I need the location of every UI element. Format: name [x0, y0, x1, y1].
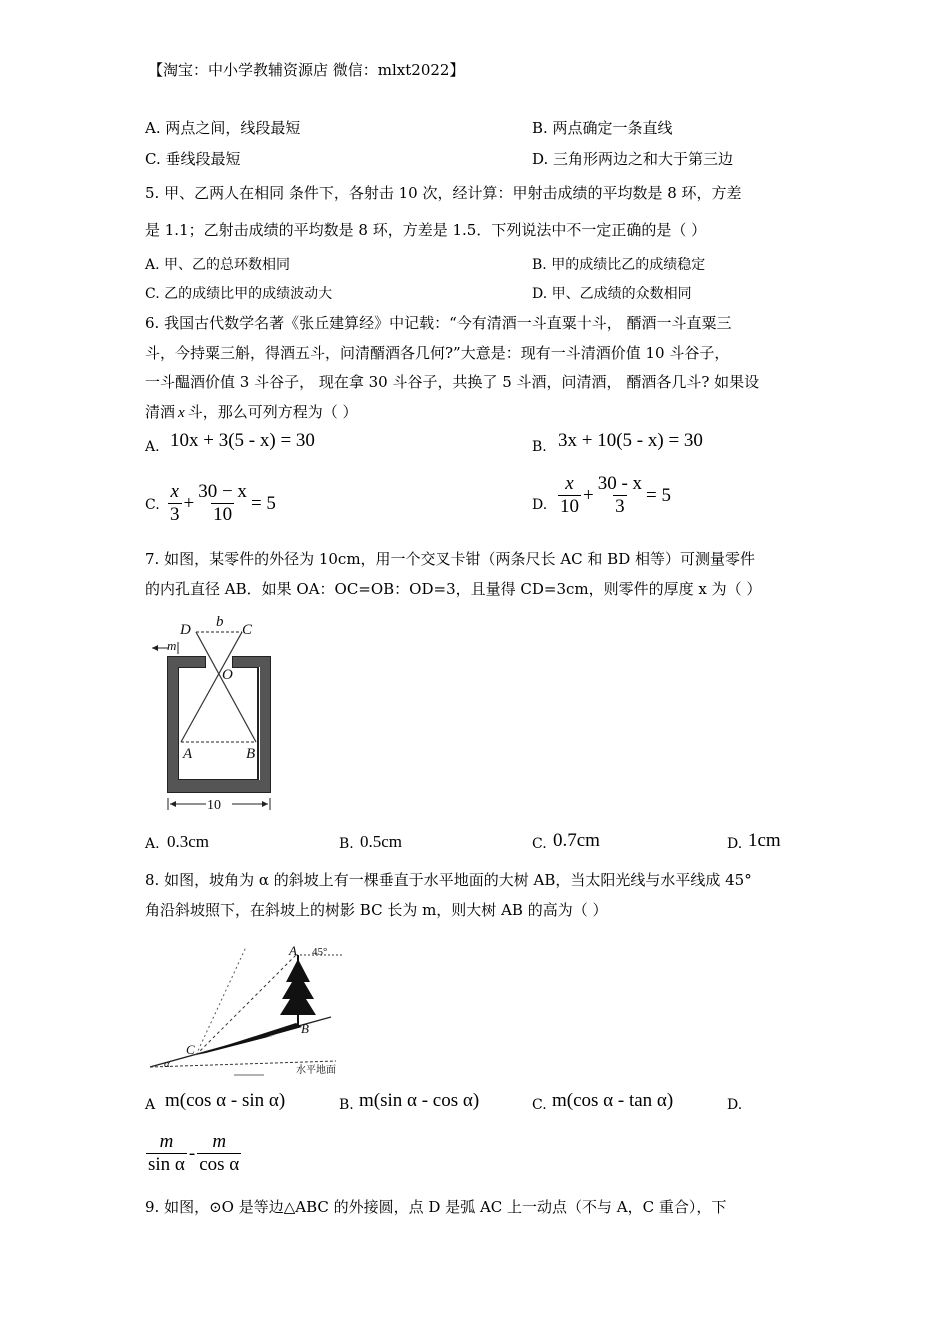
q8-option-c-label: C. — [532, 1097, 547, 1113]
fraction: $\frac{30 - x}{3}$ — [597, 473, 643, 517]
q7-option-d-value: 1cm — [748, 830, 781, 851]
label-alpha: α — [164, 1058, 170, 1070]
fraction: $\frac{m}{\text{sin α}}$ — [148, 1131, 185, 1175]
m-arrow-head — [152, 645, 158, 651]
q8-option-b-label: B. — [339, 1097, 354, 1113]
q8-option-d-label: D. — [727, 1097, 743, 1113]
caliper-figure — [148, 612, 278, 817]
part-outline — [168, 657, 270, 792]
slope-tree-figure — [146, 937, 346, 1082]
q8-option-d-expression: $\frac{m}{\text{sin α}}$ - $\frac{m}{\text{cos α}}$ — [148, 1131, 240, 1175]
q6-option-b-equation: 3x + 10(5 - x) = 30 — [558, 430, 703, 451]
q6-line4-suffix: 斗，那么可列方程为（ ） — [187, 403, 358, 421]
part-top-right — [233, 657, 270, 667]
label-a: A — [183, 746, 193, 762]
q6-option-c-equation: $\frac{x}{3}$ + $\frac{30 - x}{10}$ = 5 — [170, 481, 276, 525]
dim-arrow-left — [170, 801, 176, 807]
part-right-wall — [260, 657, 270, 790]
q5-stem-line1: 5. 甲、乙两人在相同 条件下，各射击 10 次，经计算：甲射击成绩的平均数是 8 环，方差 — [145, 184, 742, 202]
tree-canopy — [280, 959, 316, 1015]
sun-ray-outer — [196, 947, 246, 1055]
q5-stem-line2: 是 1.1；乙射击成绩的平均数是 8 环，方差是 1.5．下列说法中不一定正确的是（ ） — [145, 221, 707, 239]
q6-stem-line2: 斗，今持粟三斛，得酒五斗，问清醑酒各几何?”大意是：现有一斗清酒价值 10 斗谷子， — [145, 344, 730, 362]
label-45deg: 45° — [312, 946, 328, 958]
q7-option-b-label: B. — [339, 836, 354, 852]
q6-stem-line4 — [145, 401, 357, 422]
q6-option-d-label: D. — [532, 497, 548, 513]
tree-shadow — [196, 1023, 302, 1055]
fraction: $\frac{m}{\text{cos α}}$ — [199, 1131, 240, 1175]
q7-stem-line2: 的内孔直径 AB．如果 OA：OC=OB：OD=3，且量得 CD=3cm，则零件的厚度 x 为（ ） — [145, 580, 762, 598]
q6-line4-prefix: 清酒 — [145, 403, 176, 421]
label-b: B — [301, 1021, 309, 1036]
label-o: O — [222, 667, 233, 683]
q5-option-b: B. 甲的成绩比乙的成绩稳定 — [532, 257, 706, 273]
label-a: A — [289, 943, 297, 958]
part-left-wall — [168, 657, 178, 790]
q6-option-d-equation: $\frac{x}{10}$ + $\frac{30 - x}{3}$ = 5 — [560, 473, 672, 517]
q8-option-a-label: A — [145, 1097, 156, 1113]
q8-stem-line1: 8. 如图，坡角为 α 的斜坡上有一棵垂直于水平地面的大树 AB，当太阳光线与水平线成 45° — [145, 871, 752, 889]
fraction: $\frac{30 - x}{10}$ — [198, 481, 247, 525]
label-ground: 水平地面 — [296, 1065, 336, 1076]
label-d: D — [180, 622, 191, 638]
q4-option-c: C. 垂线段最短 — [145, 150, 241, 168]
q5-option-d: D. 甲、乙成绩的众数相同 — [532, 286, 692, 302]
q4-option-b: B. 两点确定一条直线 — [532, 119, 673, 137]
q6-stem-line1: 6. 我国古代数学名著《张丘建算经》中记载：“今有清酒一斗直粟十斗， 醑酒一斗直粟三 — [145, 314, 732, 332]
q4-option-a: A. 两点之间，线段最短 — [145, 119, 301, 137]
arm-db — [196, 632, 256, 742]
q7-option-c-value: 0.7cm — [553, 830, 600, 851]
q6-option-c-label: C. — [145, 497, 160, 513]
q5-option-c: C. 乙的成绩比甲的成绩波动大 — [145, 286, 333, 302]
q8-stem-line2: 角沿斜坡照下，在斜坡上的树影 BC 长为 m，则大树 AB 的高为（ ） — [145, 901, 608, 919]
q5-option-a: A. 甲、乙的总环数相同 — [145, 257, 291, 273]
q8-option-a-expression: m(cos α - sin α) — [165, 1090, 286, 1111]
label-b-small: b — [216, 614, 224, 630]
fraction: $\frac{x}{3}$ — [170, 481, 180, 525]
part-top-left — [168, 657, 205, 667]
q7-option-a-label: A. — [145, 836, 160, 852]
q6-option-a-equation: 10x + 3(5 - x) = 30 — [170, 430, 315, 451]
arm-ca — [181, 632, 242, 742]
label-c: C — [242, 622, 253, 638]
q7-option-a-value: 0.3cm — [167, 832, 210, 851]
q6-stem-line3: 一斗醖酒价值 3 斗谷子， 现在拿 30 斗谷子，共换了 5 斗酒，问清酒， 醑酒各几斗? 如果设 — [145, 373, 760, 391]
q8-option-c-expression: m(cos α - tan α) — [552, 1090, 674, 1111]
part-bottom-wall — [168, 780, 270, 792]
q6-option-b-label: B. — [532, 439, 547, 455]
dim-arrow-right — [262, 801, 268, 807]
q8-option-b-expression: m(sin α - cos α) — [359, 1090, 480, 1111]
q9-stem-line1: 9. 如图，⊙O 是等边△ABC 的外接圆，点 D 是弧 AC 上一动点（不与 A，C 重合），下 — [145, 1198, 727, 1216]
q7-option-b-value: 0.5cm — [360, 832, 403, 851]
page-header: 【淘宝：中小学教辅资源店 微信：mlxt2022】 — [148, 61, 465, 79]
label-ten: 10 — [207, 798, 221, 813]
q7-stem-line1: 7. 如图，某零件的外径为 10cm，用一个交叉卡钳（两条尺长 AC 和 BD 相等）可测量零件 — [145, 550, 755, 568]
label-b: B — [246, 746, 256, 762]
q7-option-d-label: D. — [727, 836, 743, 852]
q4-option-d: D. 三角形两边之和大于第三边 — [532, 150, 734, 168]
label-m: m — [167, 638, 177, 653]
fraction: $\frac{x}{10}$ — [560, 473, 579, 517]
q6-var-x: x — [178, 405, 185, 421]
q6-option-a-label: A. — [145, 439, 160, 455]
q7-option-c-label: C. — [532, 836, 547, 852]
label-c: C — [186, 1042, 195, 1057]
